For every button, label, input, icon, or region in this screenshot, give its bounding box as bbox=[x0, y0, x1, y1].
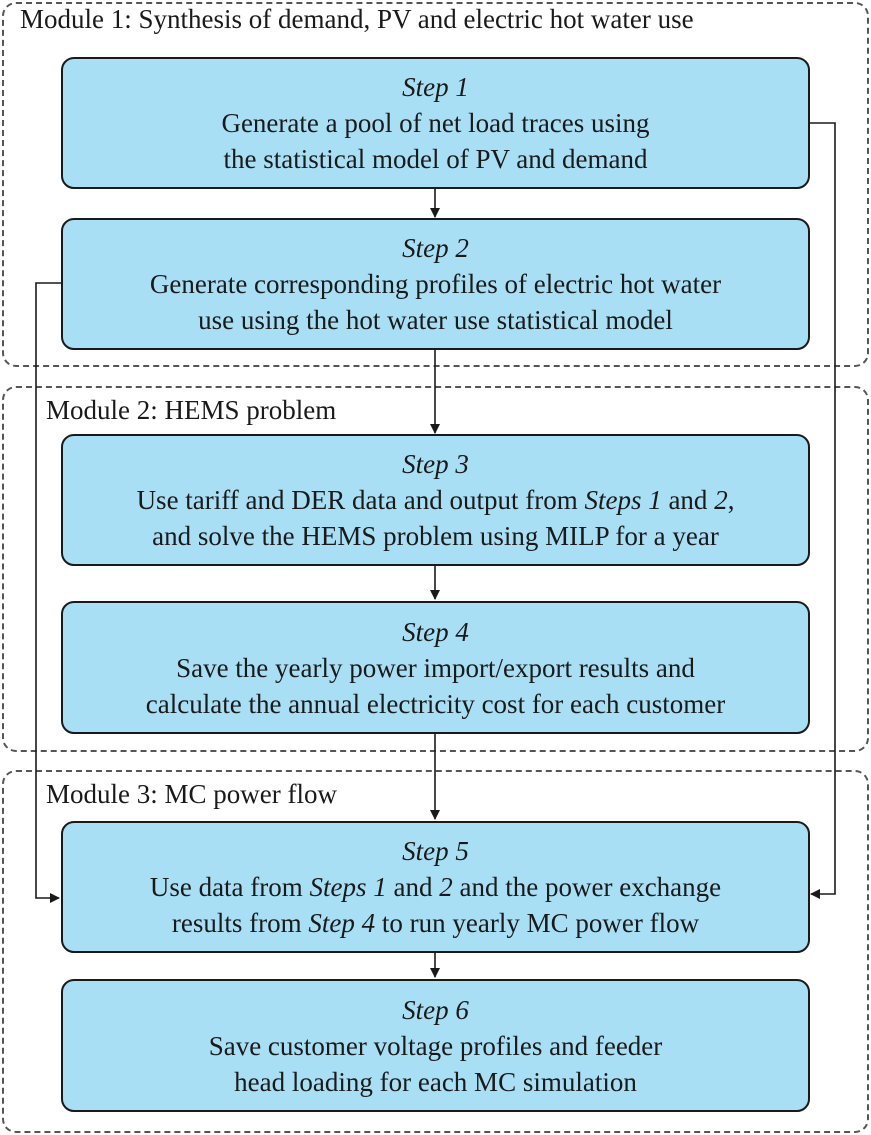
module-1-title: Module 1: Synthesis of demand, PV and electric hot water use bbox=[20, 4, 694, 34]
step-4-box bbox=[61, 601, 810, 734]
step-5-ref-2: 2 bbox=[439, 872, 453, 902]
step-3-line-1-c: and bbox=[661, 485, 715, 515]
step-5-ref-steps-1: Steps 1 bbox=[309, 872, 387, 902]
step-1-line-2: the statistical model of PV and demand bbox=[223, 144, 648, 174]
step-4-line-2: calculate the annual electricity cost for each customer bbox=[145, 688, 726, 719]
step-3-line-1-e: , bbox=[727, 485, 735, 515]
step-5-line-2-a: results from bbox=[171, 908, 309, 938]
step-5-line-1-e: and the power exchange bbox=[452, 872, 722, 902]
module-2-title: Module 2: HEMS problem bbox=[46, 395, 337, 425]
step-2-title: Step 2 bbox=[402, 233, 469, 263]
step-6-title: Step 6 bbox=[402, 994, 469, 1025]
step-3-box bbox=[61, 434, 810, 566]
step-1-title: Step 1 bbox=[402, 72, 469, 102]
step-3-title: Step 3 bbox=[402, 449, 469, 479]
step-5-ref-step-4: Step 4 bbox=[308, 908, 376, 938]
step-2-line-1: Generate corresponding profiles of electric hot water bbox=[149, 269, 722, 299]
step-3-line-1 bbox=[63, 482, 808, 518]
step-3-line-1-a: Use tariff and DER data and output from bbox=[136, 485, 585, 515]
step-6-box bbox=[61, 979, 810, 1112]
step-5-box bbox=[61, 821, 810, 953]
step-4-line-1: Save the yearly power import/export results and bbox=[176, 652, 695, 683]
step-6-line-2: head loading for each MC simulation bbox=[234, 1066, 637, 1097]
module-3-title: Module 3: MC power flow bbox=[46, 779, 337, 809]
arrow-step1-to-step5 bbox=[809, 123, 835, 894]
step-3-ref-2: 2 bbox=[714, 485, 728, 515]
step-3-line-2: and solve the HEMS problem using MILP for a year bbox=[152, 521, 719, 551]
step-1-line-1: Generate a pool of net load traces using bbox=[221, 108, 650, 138]
step-5-line-2-c: to run yearly MC power flow bbox=[375, 908, 700, 938]
step-5-line-1-a: Use data from bbox=[149, 872, 310, 902]
step-4-title: Step 4 bbox=[402, 616, 469, 647]
step-5-line-2 bbox=[63, 905, 808, 941]
step-1-box bbox=[61, 57, 810, 189]
step-2-box bbox=[61, 218, 810, 350]
step-2-line-2: use using the hot water use statistical model bbox=[198, 305, 673, 335]
step-6-line-1: Save customer voltage profiles and feeder bbox=[208, 1030, 663, 1061]
step-3-ref-steps-1: Steps 1 bbox=[584, 485, 662, 515]
step-5-title: Step 5 bbox=[402, 836, 469, 866]
step-5-line-1 bbox=[63, 869, 808, 905]
step-5-line-1-c: and bbox=[386, 872, 440, 902]
